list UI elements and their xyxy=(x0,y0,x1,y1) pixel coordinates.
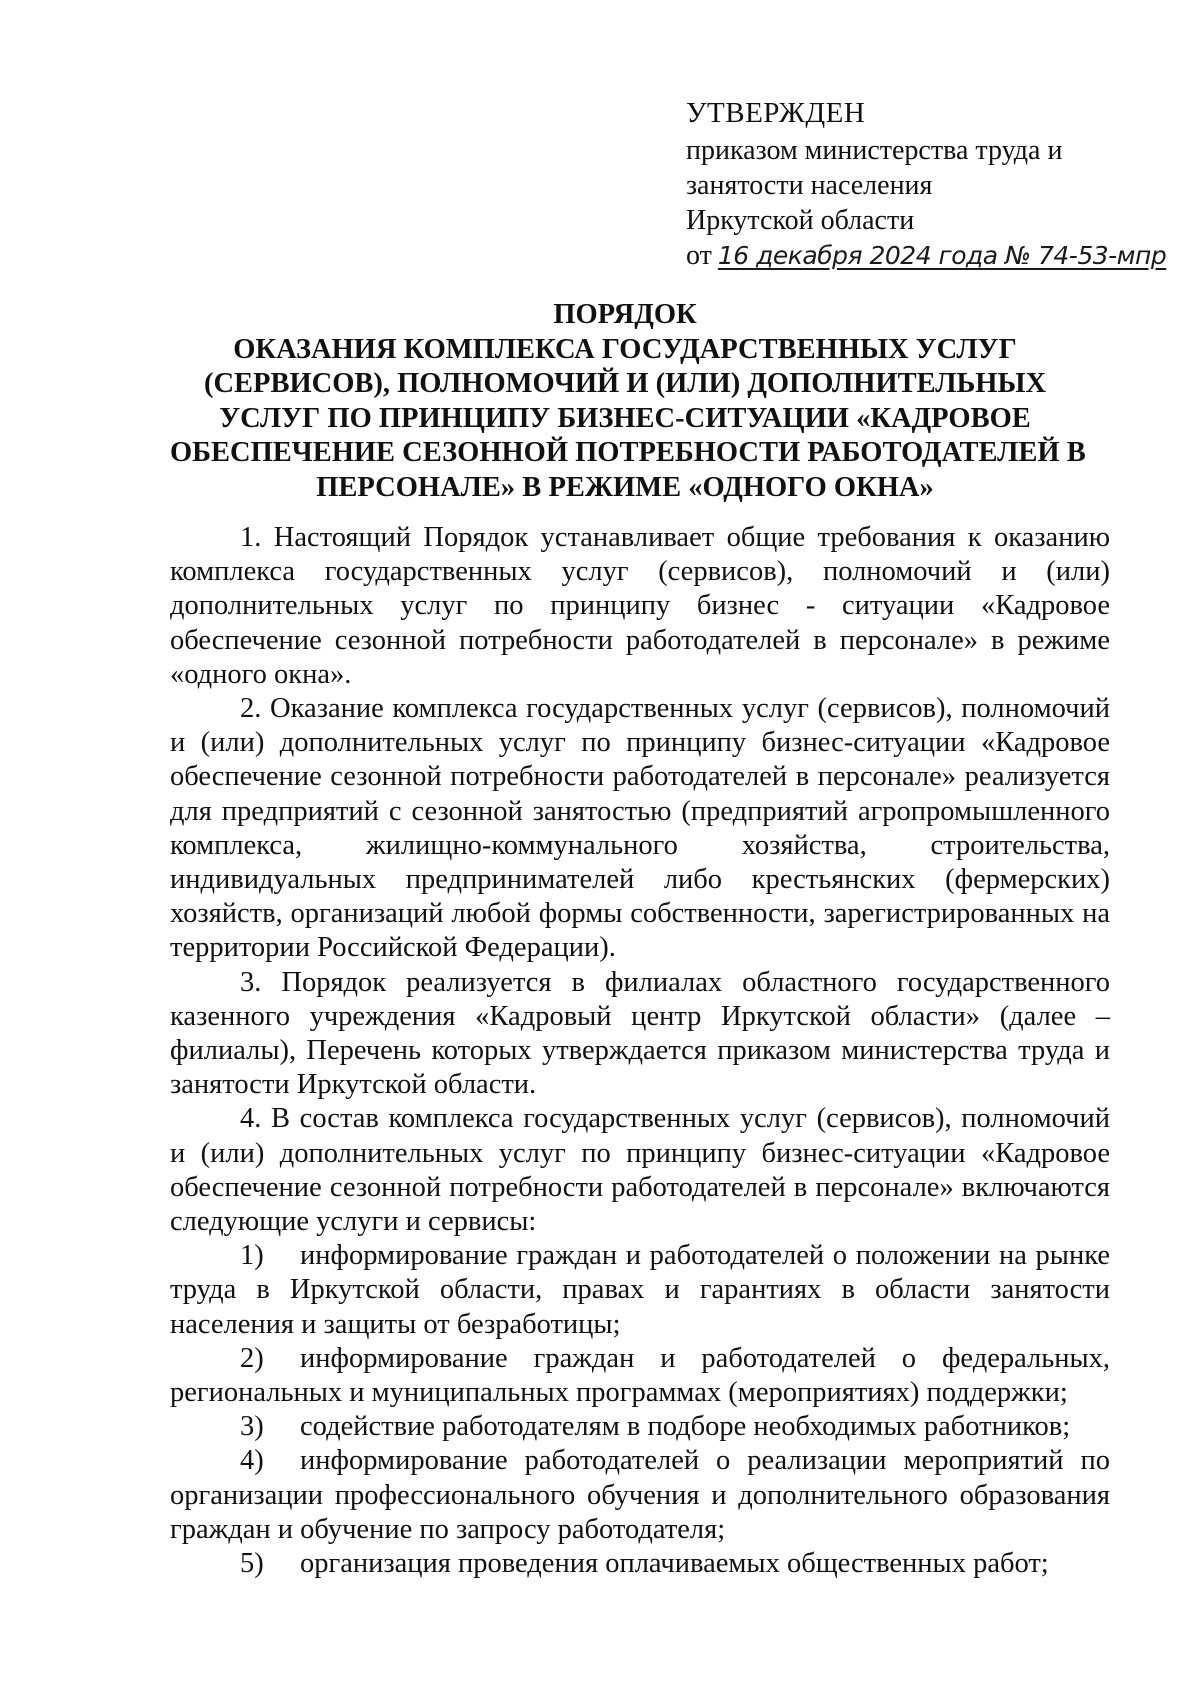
title-line-3: (СЕРВИСОВ), ПОЛНОМОЧИЙ И (ИЛИ) ДОПОЛНИТЕЛЬНЫХ xyxy=(203,368,1047,399)
document-body xyxy=(170,521,1110,1581)
list-item-number: 2) xyxy=(240,1342,264,1374)
list-item xyxy=(170,1444,1110,1547)
document-title xyxy=(170,298,1086,505)
approval-line-2: занятости населения xyxy=(686,170,933,201)
list-item-number: 4) xyxy=(240,1445,264,1477)
approval-date-line xyxy=(686,238,1167,273)
approval-heading: УТВЕРЖДЕН xyxy=(686,97,866,129)
list-item xyxy=(170,1547,1110,1581)
approval-stamp-block xyxy=(686,96,1167,273)
title-line-1: ПОРЯДОК xyxy=(553,299,697,330)
list-item-number: 5) xyxy=(240,1548,264,1580)
list-item-text: информирование работодателей о реализации мероприятий по организации профессионального обучения и дополнительного образования граждан и обучение по запросу работодателя; xyxy=(170,1445,1110,1545)
approval-line-3: Иркутской области xyxy=(686,205,915,236)
approval-line-1: приказом министерства труда и xyxy=(686,135,1063,166)
list-item-text: содействие работодателям в подборе необходимых работников; xyxy=(300,1411,1071,1443)
paragraph-2: 2. Оказание комплекса государственных услуг (сервисов), полномочий и (или) дополнительных услуг по принципу бизнес-ситуации «Кадровое обеспечение сезонной потребности работодателей в персонале» реализуется для предприятий с сезонной занятостью (предприятий агропромышленного комплекса, жилищно-коммунального хозяйства, строительства, индивидуальных предпринимателей либо крестьянских (фермерских) хозяйств, организаций любой формы собственности, зарегистрированных на территории Российской Федерации). xyxy=(170,693,1110,964)
title-line-6: ПЕРСОНАЛЕ» В РЕЖИМЕ «ОДНОГО ОКНА» xyxy=(316,471,934,503)
title-line-4: УСЛУГ ПО ПРИНЦИПУ БИЗНЕС-СИТУАЦИИ «КАДРОВОЕ xyxy=(219,402,1031,434)
list-item-text: организация проведения оплачиваемых общественных работ; xyxy=(300,1548,1049,1580)
list-item xyxy=(170,1342,1110,1410)
list-item-number: 1) xyxy=(240,1240,264,1272)
list-item xyxy=(170,1410,1110,1444)
paragraph-3: 3. Порядок реализуется в филиалах областного государственного казенного учреждения «Кадровый центр Иркутской области» (далее – филиалы), Перечень которых утверждается приказом министерства труда и занятости Иркутской области. xyxy=(170,966,1110,1101)
title-line-5: ОБЕСПЕЧЕНИЕ СЕЗОННОЙ ПОТРЕБНОСТИ РАБОТОДАТЕЛЕЙ В xyxy=(170,437,1086,468)
list-item-text: информирование граждан и работодателей о федеральных, региональных и муниципальных программах (мероприятиях) поддержки; xyxy=(170,1342,1110,1409)
list-item-text: информирование граждан и работодателей о положении на рынке труда в Иркутской области, правах и гарантиях в области занятости населения и защиты от безработицы; xyxy=(170,1240,1110,1340)
list-item-number: 3) xyxy=(240,1411,264,1443)
list-item xyxy=(170,1239,1110,1342)
paragraph-1: 1. Настоящий Порядок устанавливает общие требования к оказанию комплекса государственных услуг (сервисов), полномочий и (или) дополнительных услуг по принципу бизнес - ситуации «Кадровое обеспечение сезонной потребности работодателей в персонале» в режиме «одного окна». xyxy=(170,522,1110,690)
paragraph-4: 4. В состав комплекса государственных услуг (сервисов), полномочий и (или) дополнительных услуг по принципу бизнес-ситуации «Кадровое обеспечение сезонной потребности работодателей в персонале» включаются следующие услуги и сервисы: xyxy=(170,1103,1110,1238)
approval-date-prefix: от xyxy=(686,240,712,271)
approval-handwritten-date: 16 декабря 2024 года № 74-53-мпр xyxy=(717,241,1167,270)
title-line-2: ОКАЗАНИЯ КОМПЛЕКСА ГОСУДАРСТВЕННЫХ УСЛУГ xyxy=(233,333,1017,365)
